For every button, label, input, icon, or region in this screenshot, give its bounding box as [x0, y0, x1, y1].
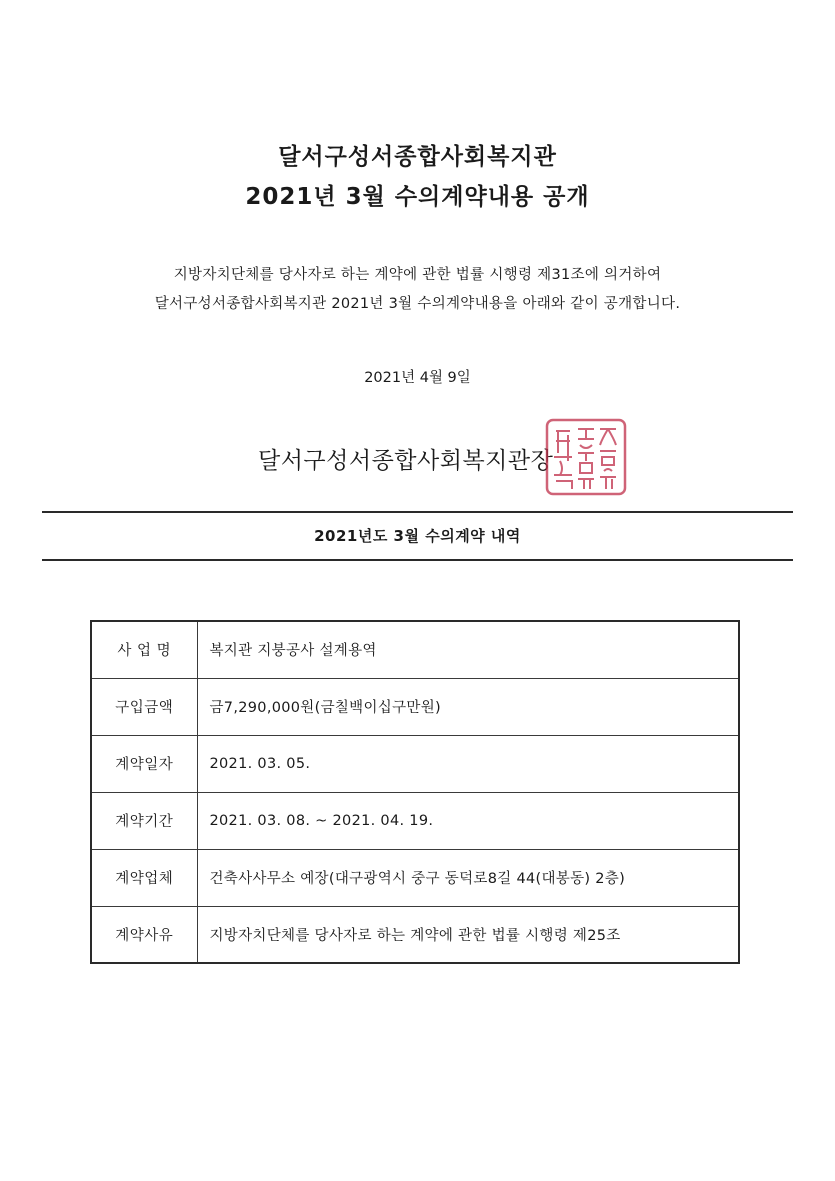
contract-details-table — [90, 620, 740, 964]
row-label: 계약일자 — [91, 735, 197, 792]
row-value: 금7,290,000원(금칠백이십구만원) — [197, 678, 739, 735]
signer-name: 달서구성서종합사회복지관장 — [258, 448, 554, 474]
row-label: 계약사유 — [91, 906, 197, 963]
row-label: 구입금액 — [91, 678, 197, 735]
section-divider-bottom — [42, 559, 793, 561]
section-title: 2021년도 3월 수의계약 내역 — [314, 527, 521, 545]
document-subtitle: 2021년 3월 수의계약내용 공개 — [245, 184, 590, 210]
row-value: 2021. 03. 05. — [197, 735, 739, 792]
table-row — [91, 849, 739, 906]
table-row — [91, 678, 739, 735]
row-value: 지방자치단체를 당사자로 하는 계약에 관한 법률 시행령 제25조 — [197, 906, 739, 963]
section-divider-top — [42, 511, 793, 513]
table-row — [91, 792, 739, 849]
row-label: 계약기간 — [91, 792, 197, 849]
row-label: 사 업 명 — [91, 621, 197, 678]
row-label: 계약업체 — [91, 849, 197, 906]
row-value: 복지관 지붕공사 설계용역 — [197, 621, 739, 678]
intro-line-2: 달서구성서종합사회복지관 2021년 3월 수의계약내용을 아래와 같이 공개합니다. — [154, 296, 681, 312]
table-row — [91, 735, 739, 792]
row-value: 2021. 03. 08. ~ 2021. 04. 19. — [197, 792, 739, 849]
official-seal-stamp — [542, 417, 630, 497]
table-row — [91, 621, 739, 678]
intro-line-1: 지방자치단체를 당사자로 하는 계약에 관한 법률 시행령 제31조에 의거하여 — [173, 267, 662, 283]
publication-date: 2021년 4월 9일 — [364, 370, 471, 386]
document-title: 달서구성서종합사회복지관 — [278, 144, 557, 170]
row-value: 건축사사무소 예장(대구광역시 중구 동덕로8길 44(대봉동) 2층) — [197, 849, 739, 906]
table-row — [91, 906, 739, 963]
